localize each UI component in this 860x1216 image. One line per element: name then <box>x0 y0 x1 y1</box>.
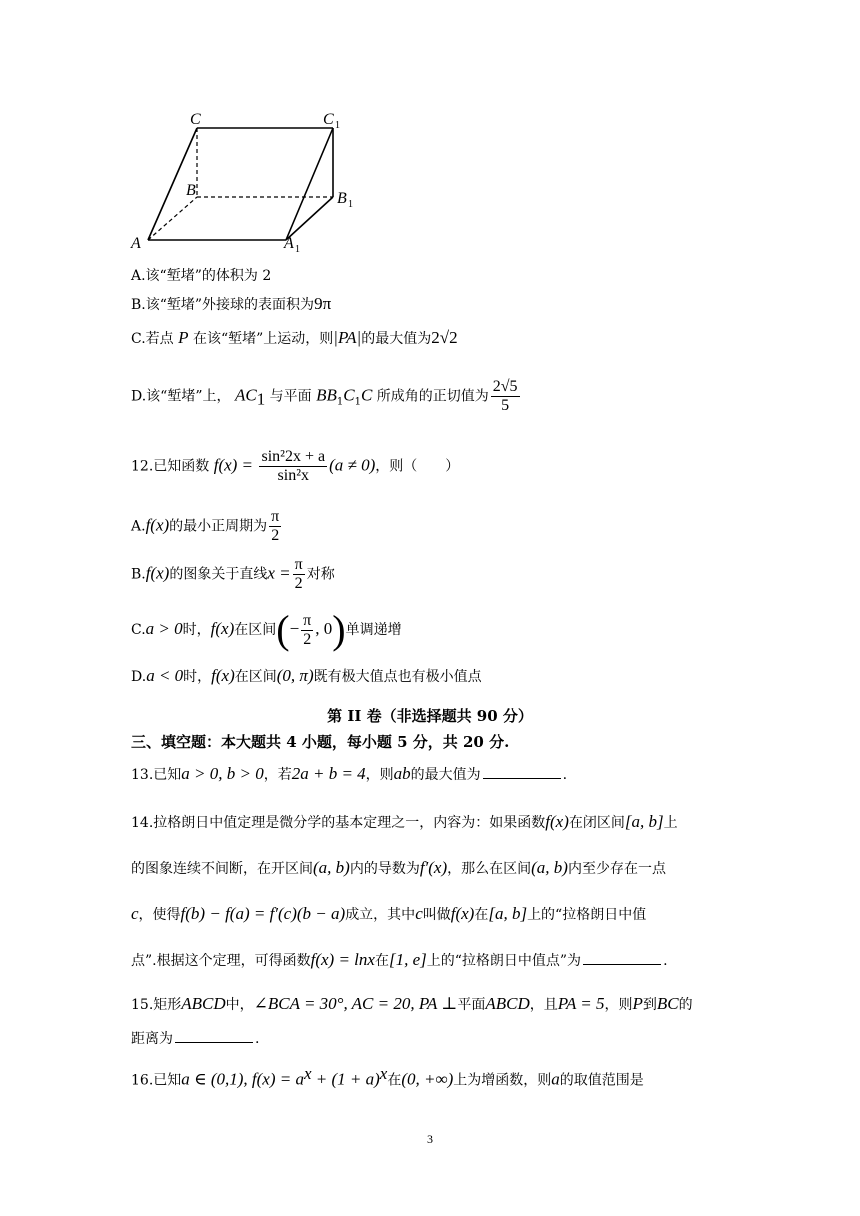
q12-stem-fraction <box>259 448 327 485</box>
q15-l1-abcd2: ABCD <box>485 994 530 1013</box>
label-C: C <box>190 111 201 128</box>
q16-t4: 的取值范围是 <box>559 1072 644 1089</box>
q14-l3-eq: f(b) − f(a) = f′(c)(b − a) <box>180 904 346 923</box>
q12-stem-suffix: ，则（ ） <box>375 458 460 475</box>
q11-option-d-ac1: AC <box>234 385 257 405</box>
edge-B1A1 <box>286 197 333 240</box>
q16-sup2: x <box>379 1064 388 1083</box>
label-B1-sub: 1 <box>348 199 353 210</box>
q11-option-d-plane: BB <box>316 385 337 405</box>
q11-option-a <box>131 266 271 286</box>
q14-line-2 <box>131 858 666 879</box>
q12-stem-fx: f(x) = <box>213 455 254 475</box>
edge-A1C1 <box>286 128 333 240</box>
section-3-heading: 三、填空题：本大题共 4 小题，每小题 5 分，共 20 分. <box>131 733 510 751</box>
q12-option-c-num: π <box>303 611 312 629</box>
prism-figure <box>0 0 860 260</box>
q12-option-d-suffix: 既有极大值点也有极小值点 <box>313 669 482 685</box>
q16-t1: 16.已知 <box>131 1072 182 1089</box>
q14-l3-t1: ，使得 <box>138 907 181 923</box>
q11-option-d: D.该“堑堵”上， $AC_1$ 与平面 $BB_1C_1C$ 所成角的正切值为 $\frac{2√5}{5}$ <box>131 378 518 414</box>
q12-option-d-t1: 时， <box>183 669 212 685</box>
q12-option-d-t2: 在区间 <box>234 669 277 685</box>
q12-option-a-fx: f(x) <box>145 515 170 535</box>
q11-option-c-p: P <box>178 328 189 347</box>
q15-l1-bc: BC <box>656 994 679 1013</box>
q12-option-c-tail: , 0 <box>315 619 333 638</box>
q13-ab: ab <box>393 764 411 783</box>
q12-stem <box>131 448 459 485</box>
q12-option-c-den: 2 <box>303 630 312 648</box>
q14-line-4 <box>131 950 668 971</box>
q12-option-c: C.a > 0时，f(x)在区间(− $\frac{\pi}{2}$ , 0)单调递增 <box>131 607 402 652</box>
q15-answer-blank[interactable] <box>175 1028 253 1043</box>
q11-option-d-num: 2√5 <box>492 378 518 395</box>
q16-t3: 上为增函数，则 <box>453 1072 552 1089</box>
q12-option-d <box>131 666 482 687</box>
q14-l1-fx: f(x) <box>545 812 569 831</box>
q14-l1-iv: [a, b] <box>624 812 664 831</box>
q16-cond: a ∈ (0,1), f(x) = a <box>181 1069 304 1089</box>
label-B: B <box>186 182 196 199</box>
q12-option-b-fx: f(x) <box>145 563 170 583</box>
q14-l3-t4: 在 <box>474 907 489 923</box>
q12-option-c-fraction <box>301 612 313 649</box>
q15-l1-t2: 中， <box>225 997 254 1013</box>
q14-l3-t3: 叫做 <box>422 907 451 923</box>
q13-eq: 2a + b = 4 <box>291 764 366 783</box>
q13-t2: ，则 <box>365 767 394 783</box>
q13-cond: a > 0, b > 0 <box>181 764 264 783</box>
label-B1: B <box>337 190 347 207</box>
q14-l4-t1: 点”.根据这个定理，可得函数 <box>131 953 311 969</box>
q14-l2-t1: 的图象连续不间断，在开区间 <box>131 861 313 877</box>
q14-l2-t2: 内的导数为 <box>349 861 420 877</box>
q11-option-c-value: 2√2 <box>431 328 458 347</box>
q11-option-c-prefix: C.若点 <box>131 331 174 347</box>
label-C1: C <box>323 111 334 128</box>
q12-option-d-cond: a < 0 <box>146 666 184 685</box>
q13-t3: 的最大值为 <box>410 767 481 783</box>
q14-l1-text: 14.拉格朗日中值定理是微分学的基本定理之一，内容为：如果函数 <box>131 815 546 831</box>
q14-answer-blank[interactable] <box>583 950 661 965</box>
q12-option-b-text: 的图象关于直线 <box>169 566 268 583</box>
q12-option-b-suffix: 对称 <box>306 566 335 583</box>
q14-line-3 <box>131 904 646 925</box>
q16-sup1: x <box>303 1064 312 1083</box>
q15-line-2 <box>131 1028 259 1049</box>
q11-option-c-mid: 在该“堑堵”上运动，则 <box>192 331 334 347</box>
q11-option-d-plane2: C <box>343 385 355 405</box>
q11-option-d-plane3: C <box>360 385 373 405</box>
q15-line-1 <box>131 994 693 1015</box>
label-A1: A <box>284 235 294 252</box>
q11-option-a-text: A.该“堑堵”的体积为 2 <box>131 268 272 284</box>
q13-t1: ，若 <box>263 767 292 783</box>
q14-l3-c: c <box>131 904 139 923</box>
q16-plus: + (1 + a) <box>311 1069 380 1089</box>
q12-option-d-prefix: D. <box>131 669 147 685</box>
q14-l4-t2: 在 <box>374 953 389 969</box>
q14-l2-iv2: (a, b) <box>531 858 568 877</box>
q12-option-b-prefix: B. <box>131 566 146 583</box>
q12-option-c-t1: 时， <box>182 622 211 638</box>
q12-option-a-prefix: A. <box>131 518 146 535</box>
q14-l4-end: . <box>663 953 668 969</box>
q12-option-c-prefix: C. <box>131 622 146 638</box>
page-number: 3 <box>427 1132 433 1146</box>
q15-l1-abcd: ABCD <box>181 994 226 1013</box>
label-A: A <box>131 235 141 252</box>
q11-option-b-text: B.该“堑堵”外接球的表面积为 <box>131 297 315 313</box>
q12-option-c-fx: f(x) <box>210 619 235 638</box>
q14-l3-c2: c <box>415 904 423 923</box>
q12-option-d-interval: (0, π) <box>276 666 314 685</box>
q11-option-b-math: 9π <box>314 294 332 313</box>
q15-l2-end: . <box>255 1031 260 1047</box>
q13 <box>131 764 567 785</box>
q15-l1-pa: PA = 5 <box>557 994 605 1013</box>
q14-l2-t3: ，那么在区间 <box>447 861 532 877</box>
q14-l2-fpx: f′(x) <box>419 858 448 877</box>
q11-option-d-prefix: D.该“堑堵”上， <box>131 388 231 405</box>
q15-l1-cond: ∠BCA = 30°, AC = 20, PA ⊥ <box>253 994 458 1013</box>
label-A1-sub: 1 <box>295 244 300 255</box>
q11-option-d-den: 5 <box>501 397 510 414</box>
q11-option-d-mid2: 所成角的正切值为 <box>376 388 489 405</box>
q16-iv: (0, +∞) <box>401 1069 454 1089</box>
q12-stem-prefix: 12.已知函数 <box>131 458 210 475</box>
q12-option-a-fraction <box>269 508 281 545</box>
q14-l3-iv: [a, b] <box>488 904 528 923</box>
q13-end: . <box>562 767 568 783</box>
q15-l1-t5: ，则 <box>604 997 633 1013</box>
q15-l1-t1: 15.矩形 <box>131 997 182 1013</box>
q13-prefix: 13.已知 <box>131 767 182 783</box>
q15-l1-t3: 平面 <box>457 997 486 1013</box>
q11-option-c-abs: |PA| <box>333 328 362 347</box>
label-C1-sub: 1 <box>335 120 340 131</box>
q14-l4-eq: f(x) = lnx <box>310 950 375 969</box>
q12-option-c-neg: − <box>289 619 300 638</box>
q12-option-a-text: 的最小正周期为 <box>169 518 268 535</box>
q11-option-d-fraction <box>491 378 520 415</box>
q16-a: a <box>551 1069 560 1089</box>
q15-l1-t4: ，且 <box>529 997 558 1013</box>
q16-t2: 在 <box>387 1072 402 1089</box>
q14-l1-t2: 在闭区间 <box>568 815 625 831</box>
q12-option-a-num: π <box>271 508 280 525</box>
q14-l1-t3: 上 <box>663 815 678 831</box>
q15-l2-t1: 距离为 <box>131 1031 173 1047</box>
q14-l2-iv: (a, b) <box>313 858 350 877</box>
q11-option-d-mid1: 与平面 <box>269 388 312 405</box>
q12-option-a-den: 2 <box>271 527 280 544</box>
q14-line-1 <box>131 812 678 833</box>
q14-l3-t2: 成立，其中 <box>345 907 416 923</box>
q16 <box>131 1064 644 1091</box>
q12-stem-cond: (a ≠ 0) <box>329 455 376 475</box>
q15-l1-t7: 的 <box>678 997 693 1013</box>
q12-option-b-num: π <box>294 556 303 573</box>
q14-l4-iv: [1, e] <box>388 950 427 969</box>
q14-l2-t4: 内至少存在一点 <box>567 861 666 877</box>
q12-option-c-suffix: 单调递增 <box>345 622 402 638</box>
q14-l4-t3: 上的“拉格朗日中值点”为 <box>426 953 582 969</box>
q12-option-b <box>131 556 335 593</box>
q15-l1-t6: 到 <box>642 997 657 1013</box>
q11-option-b <box>131 294 331 315</box>
q12-option-a <box>131 508 283 545</box>
q12-option-b-eq: x = <box>267 563 291 583</box>
q12-stem-den: sin²x <box>277 467 310 484</box>
q12-stem-num: sin²2x + a <box>261 448 326 465</box>
q14-l3-t5: 上的“拉格朗日中值 <box>527 907 647 923</box>
q12-option-b-fraction <box>293 556 305 593</box>
q12-option-c-t2: 在区间 <box>234 622 277 638</box>
section-2-title: 第 II 卷（非选择题共 90 分） <box>327 707 533 725</box>
edge-AB-hidden <box>148 197 197 240</box>
q12-option-c-cond: a > 0 <box>145 619 183 638</box>
q11-option-c-suffix: 的最大值为 <box>361 331 432 347</box>
q11-option-c <box>131 328 458 349</box>
q12-option-b-den: 2 <box>294 575 303 592</box>
q13-answer-blank[interactable] <box>483 764 561 779</box>
q14-l3-fx: f(x) <box>450 904 475 923</box>
q15-l1-p: P <box>632 994 643 1013</box>
q12-option-d-fx: f(x) <box>211 666 235 685</box>
